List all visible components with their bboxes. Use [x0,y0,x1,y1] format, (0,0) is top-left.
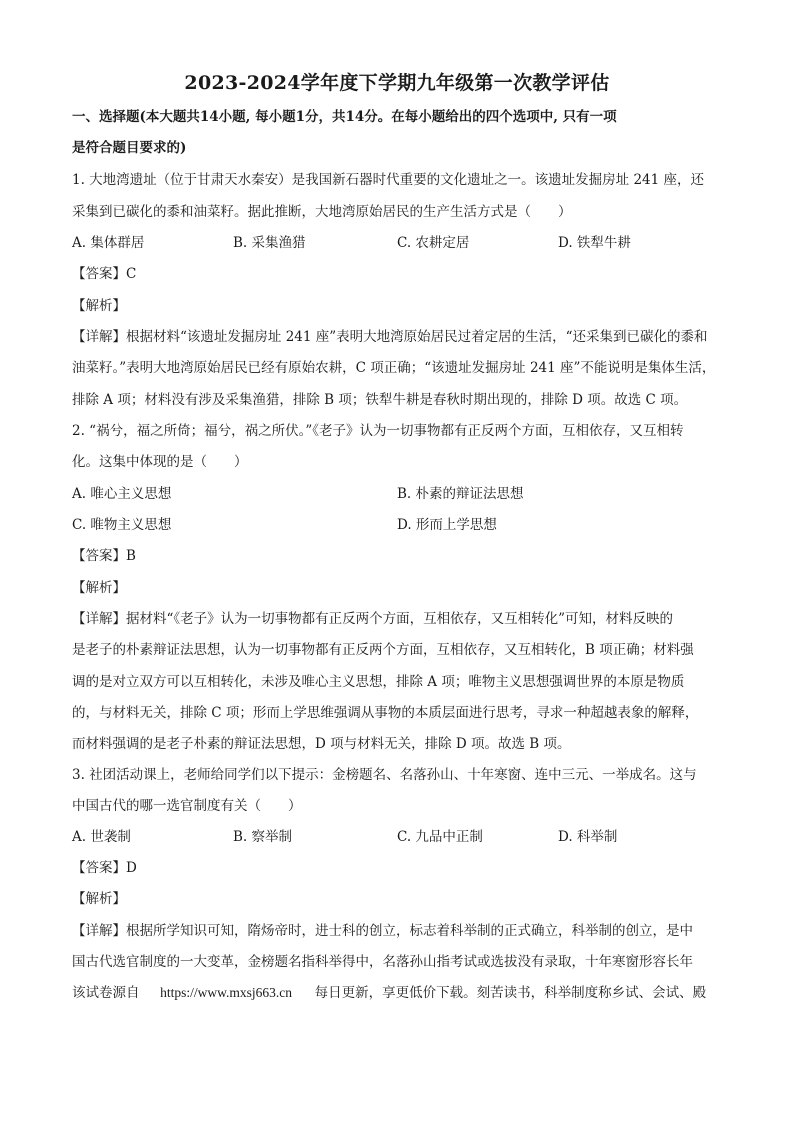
q1-stem-cont: 采集到已碳化的黍和油菜籽。据此推断，大地湾原始居民的生产生活方式是（ ） [72,204,572,220]
source-link[interactable]: https://www.mxsj663.cn [160,985,292,1000]
q1-detail-line: 【详解】根据材料“该遗址发掘房址 241 座”表明大地湾原始居民过着定居的生活，“还采集到已碳化的黍和 [72,329,708,345]
q3-stem-cont: 中国古代的哪一选官制度有关（ ） [72,798,302,814]
q2-detail-line: 而材料强调的是老子朴素的辩证法思想，D 项与材料无关，排除 D 项。故选 B 项。 [72,736,571,752]
q1-answer: 【答案】C [72,266,137,282]
q1-option-a: A. 集体群居 [72,235,145,251]
document-title: 2023-2024学年度下学期九年级第一次教学评估 [184,72,610,94]
q3-detail-line: 国古代选官制度的一大变革，金榜题名指科举得中，名落孙山指考试或选拔没有录取，十年寒窗形容长年 [72,954,693,970]
q2-option-c: C. 唯物主义思想 [72,517,172,533]
q2-detail-line: 是老子的朴素辩证法思想，认为一切事物都有正反两个方面，互相依存，又互相转化，B 项正确；材料强 [72,642,694,658]
q2-analysis-label: 【解析】 [72,580,126,596]
q2-detail-line: 调的是对立双方可以互相转化，未涉及唯心主义思想，排除 A 项；唯物主义思想强调世界的本原是物质 [72,674,685,690]
q2-option-a: A. 唯心主义思想 [72,486,172,502]
q2-stem: 2. “祸兮，福之所倚；福兮，祸之所伏。”《老子》认为一切事物都有正反两个方面，互相依存，又互相转 [72,423,684,439]
q3-analysis-label: 【解析】 [72,891,126,907]
q3-answer: 【答案】D [72,860,137,876]
q3-detail-line: 【详解】根据所学知识可知，隋炀帝时，进士科的创立，标志着科举制的正式确立，科举制的创立，是中 [72,923,693,939]
source-prefix: 该试卷源自 [72,985,140,1001]
q3-stem: 3. 社团活动课上，老师给同学们以下提示：金榜题名、名落孙山、十年寒窗、连中三元、一举成名。这与 [72,767,697,783]
q2-detail-line: 的，与材料无关，排除 C 项；形而上学思维强调从事物的本质层面进行思考，寻求一种超越表象的解释， [72,705,699,721]
q3-option-c: C. 九品中正制 [397,829,483,845]
q3-option-a: A. 世袭制 [72,829,131,845]
q1-stem: 1. 大地湾遗址（位于甘肃天水秦安）是我国新石器时代重要的文化遗址之一。该遗址发掘房址 241 座，还 [72,172,705,188]
q1-detail-line: 油菜籽。”表明大地湾原始居民已经有原始农耕，C 项正确；“该遗址发掘房址 241 座”不能说明是集体生活， [72,360,716,376]
q2-answer: 【答案】B [72,548,136,564]
q2-stem-cont: 化。这集中体现的是（ ） [72,454,248,470]
q3-detail-last-line [72,983,732,1003]
section-heading: 一、选择题(本大题共14小题, 每小题1分，共14分。在每小题给出的四个选项中, 只有一项 [72,109,617,125]
q1-analysis-label: 【解析】 [72,298,126,314]
section-heading-cont: 是符合题目要求的) [72,140,187,156]
q1-option-b: B. 采集渔猎 [233,235,306,251]
q2-option-d: D. 形而上学思想 [397,517,497,533]
source-suffix: 每日更新，享更低价下载。刻苦读书，科举制度称乡试、会试、殿 [314,985,707,1001]
q2-detail-line: 【详解】据材料“《老子》认为一切事物都有正反两个方面，互相依存，又互相转化”可知，材料反映的 [72,611,674,627]
q2-option-b: B. 朴素的辩证法思想 [397,486,524,502]
q1-option-d: D. 铁犁牛耕 [558,235,631,251]
q3-option-b: B. 察举制 [233,829,293,845]
q1-option-c: C. 农耕定居 [397,235,470,251]
q3-option-d: D. 科举制 [558,829,618,845]
q1-detail-line: 排除 A 项；材料没有涉及采集渔猎，排除 B 项；铁犁牛耕是春秋时期出现的，排除 D 项。故选 C 项。 [72,392,688,408]
